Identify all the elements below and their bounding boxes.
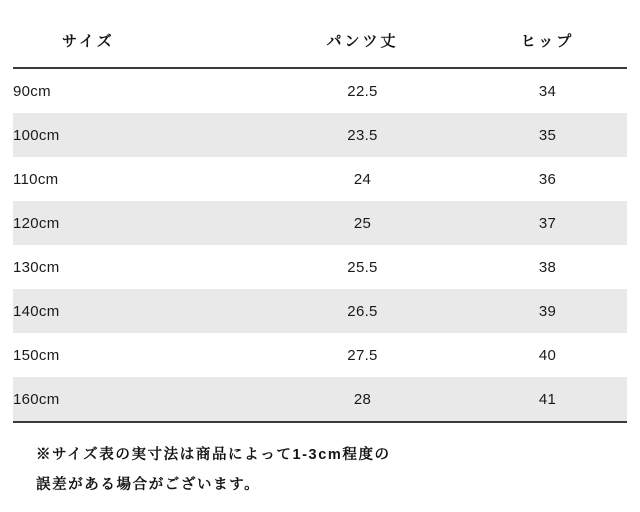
table-header <box>13 14 627 68</box>
table-row <box>13 333 627 377</box>
cell-size: 110cm <box>13 170 59 188</box>
table-row <box>13 289 627 333</box>
column-header-size: サイズ <box>13 14 259 68</box>
column-header-hip: ヒップ <box>474 14 627 68</box>
table-row <box>13 157 627 201</box>
disclaimer-line-2: 誤差がある場合がございます。 <box>36 477 261 493</box>
cell-hip: 40 <box>538 346 557 364</box>
cell-size: 100cm <box>13 113 259 157</box>
cell-size: 130cm <box>13 258 60 276</box>
cell-pants-length: 28 <box>259 377 474 422</box>
table-header-row <box>13 14 627 68</box>
table-row <box>13 68 627 113</box>
disclaimer-line-1: ※サイズ表の実寸法は商品によって1-3cm程度の <box>36 447 391 463</box>
size-chart-table <box>13 14 627 423</box>
cell-pants-length: 25 <box>259 201 474 245</box>
cell-pants-length: 24 <box>353 170 372 188</box>
cell-hip: 41 <box>474 377 627 422</box>
column-header-pants-length: パンツ丈 <box>259 14 474 68</box>
disclaimer-note <box>36 440 596 500</box>
cell-pants-length: 27.5 <box>347 346 378 364</box>
cell-hip: 39 <box>474 289 627 333</box>
cell-pants-length: 26.5 <box>259 289 474 333</box>
cell-hip: 35 <box>474 113 627 157</box>
cell-hip: 38 <box>538 258 557 276</box>
table-row <box>13 113 627 157</box>
cell-size: 90cm <box>13 82 51 100</box>
cell-pants-length: 22.5 <box>347 82 378 100</box>
cell-hip: 37 <box>474 201 627 245</box>
table-row <box>13 201 627 245</box>
cell-size: 150cm <box>13 346 60 364</box>
cell-hip: 34 <box>538 82 557 100</box>
table-row <box>13 245 627 289</box>
cell-pants-length: 23.5 <box>259 113 474 157</box>
cell-size: 120cm <box>13 201 259 245</box>
cell-hip: 36 <box>538 170 557 188</box>
cell-size: 140cm <box>13 289 259 333</box>
table-body <box>13 68 627 422</box>
cell-size: 160cm <box>13 377 259 422</box>
table-row <box>13 377 627 422</box>
cell-pants-length: 25.5 <box>347 258 378 276</box>
